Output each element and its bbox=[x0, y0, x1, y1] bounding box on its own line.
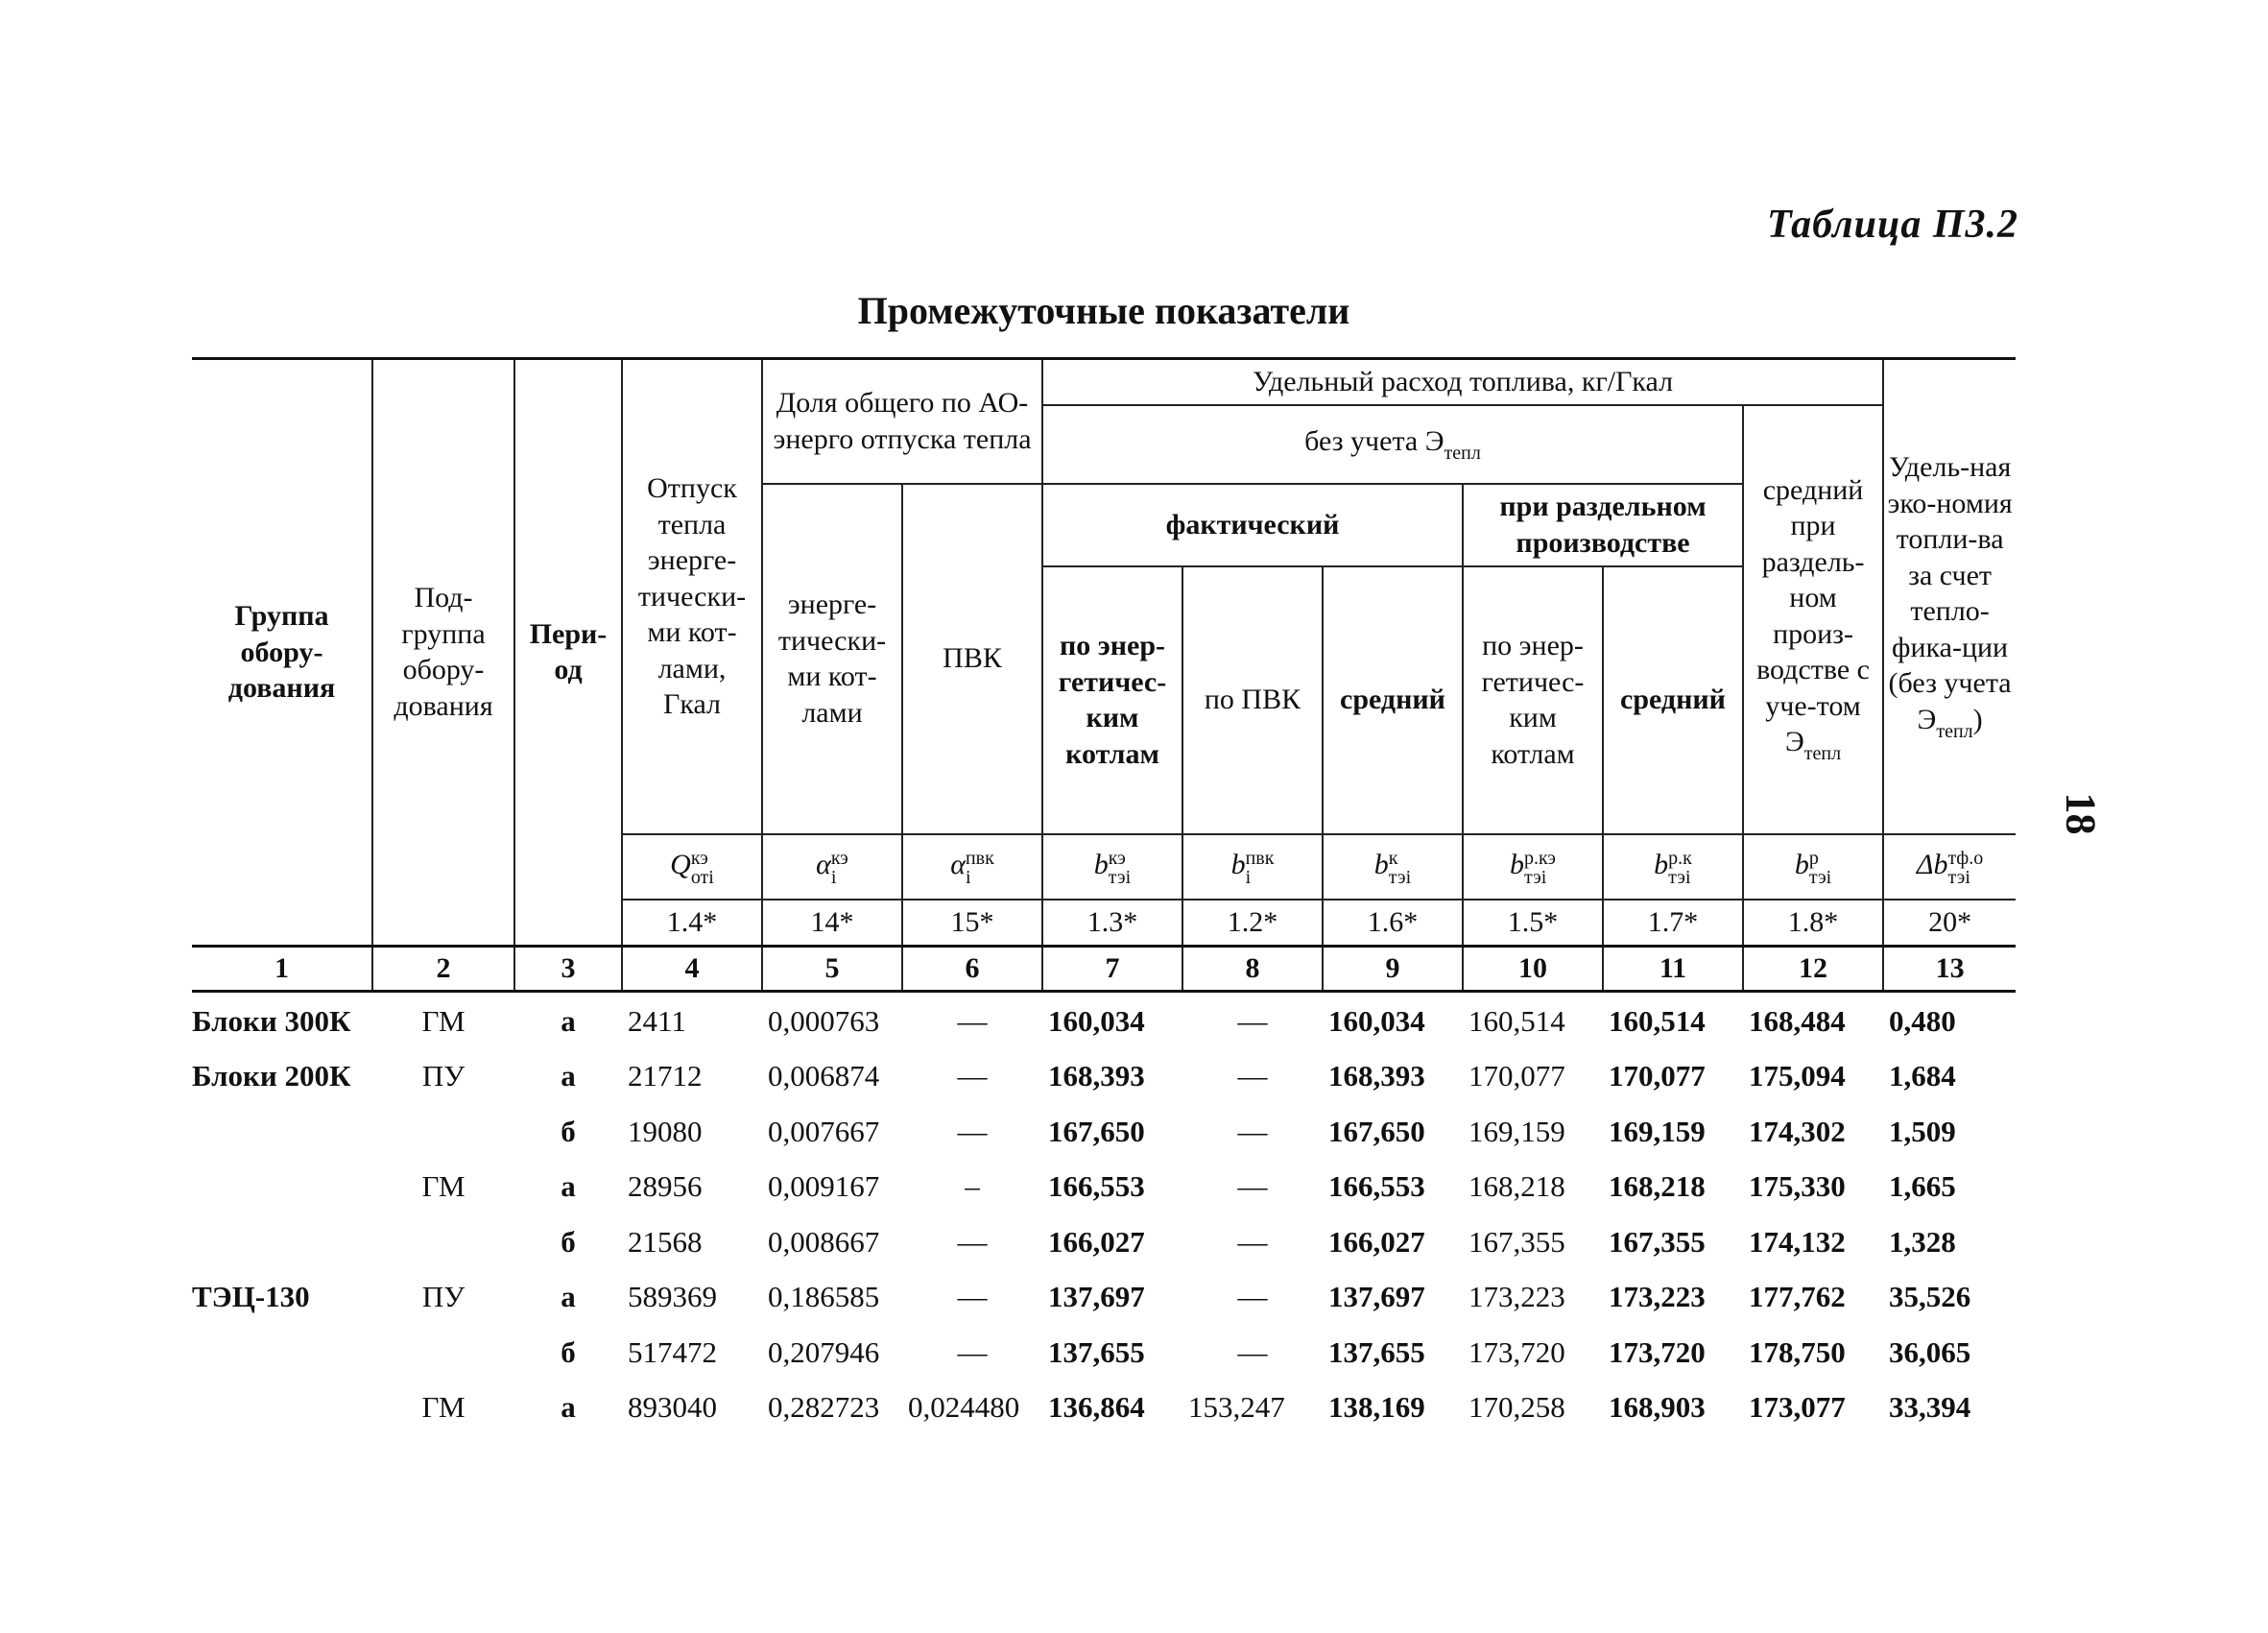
cell-share-energy: 0,007667 bbox=[768, 1114, 880, 1148]
header-separate-avg: средний bbox=[1603, 566, 1743, 834]
cell-group bbox=[192, 1325, 372, 1381]
cell-share-pvk: — bbox=[957, 1280, 988, 1314]
cell-actual-pvk: — bbox=[1237, 1334, 1268, 1369]
symbol-10: b р.кэ тэi bbox=[1463, 834, 1603, 900]
cell-separate-energy: 170,077 bbox=[1468, 1059, 1565, 1093]
cell-period: б bbox=[561, 1334, 576, 1369]
cell-actual-pvk: — bbox=[1237, 1003, 1268, 1038]
symbol-8: b пвк i bbox=[1182, 834, 1323, 900]
cell-share-pvk: — bbox=[957, 1334, 988, 1369]
cell-group bbox=[192, 1214, 372, 1270]
header-separate-group: при раздельном производстве bbox=[1463, 484, 1743, 566]
cell-period: б bbox=[561, 1114, 576, 1148]
header-group: Группа обору-дования bbox=[192, 359, 372, 947]
cell-actual-avg: 137,697 bbox=[1328, 1280, 1425, 1314]
cell-share-pvk: 0,024480 bbox=[908, 1390, 1020, 1425]
column-number: 6 bbox=[902, 946, 1042, 991]
cell-avg-separate: 175,330 bbox=[1749, 1169, 1846, 1204]
header-avg-separate bbox=[1743, 405, 1883, 834]
cell-subgroup: ГМ bbox=[421, 1169, 466, 1204]
column-number: 5 bbox=[762, 946, 902, 991]
header-actual-pvk: по ПВК bbox=[1182, 566, 1323, 834]
header-economy-suffix: ) bbox=[1972, 703, 1983, 735]
cell-avg-separate: 175,094 bbox=[1749, 1059, 1846, 1093]
header-separate-energy: по энер-гетичес-ким котлам bbox=[1463, 566, 1603, 834]
column-number: 1 bbox=[192, 946, 372, 991]
column-number-row bbox=[192, 946, 2016, 991]
header-without-prefix: без учета Э bbox=[1304, 424, 1444, 457]
cell-share-pvk: — bbox=[957, 1224, 988, 1259]
table-row bbox=[192, 1214, 2016, 1270]
cell-subgroup bbox=[372, 1214, 514, 1270]
symbol-7: b кэ тэi bbox=[1042, 834, 1182, 900]
cell-subgroup: ПУ bbox=[421, 1059, 466, 1093]
cell-heat-release: 589369 bbox=[628, 1280, 717, 1314]
column-number: 9 bbox=[1323, 946, 1463, 991]
header-without-group bbox=[1042, 405, 1743, 484]
table-label: Таблица П3.2 bbox=[1767, 203, 2018, 247]
cell-period: а bbox=[561, 1280, 576, 1314]
cell-separate-avg: 167,355 bbox=[1609, 1224, 1706, 1259]
cell-share-energy: 0,008667 bbox=[768, 1224, 880, 1259]
column-number: 4 bbox=[622, 946, 762, 991]
ref-cell: 1.8* bbox=[1743, 900, 1883, 947]
cell-avg-separate: 177,762 bbox=[1749, 1280, 1846, 1314]
symbol-5: α кэ i bbox=[762, 834, 902, 900]
cell-heat-release: 28956 bbox=[628, 1169, 703, 1204]
cell-separate-energy: 169,159 bbox=[1468, 1114, 1565, 1148]
cell-share-pvk: — bbox=[957, 1003, 988, 1038]
cell-share-energy: 0,009167 bbox=[768, 1169, 880, 1204]
ref-cell: 1.6* bbox=[1323, 900, 1463, 947]
header-share-pvk: ПВК bbox=[902, 484, 1042, 834]
cell-economy: 1,665 bbox=[1889, 1169, 1956, 1204]
cell-avg-separate: 178,750 bbox=[1749, 1334, 1846, 1369]
ref-cell: 14* bbox=[762, 900, 902, 947]
ref-cell: 1.5* bbox=[1463, 900, 1603, 947]
cell-separate-energy: 173,223 bbox=[1468, 1280, 1565, 1314]
cell-actual-energy: 166,553 bbox=[1048, 1169, 1145, 1204]
cell-separate-energy: 173,720 bbox=[1468, 1334, 1565, 1369]
cell-separate-avg: 160,514 bbox=[1609, 1003, 1706, 1038]
cell-actual-avg: 137,655 bbox=[1328, 1334, 1425, 1369]
table-row bbox=[192, 1049, 2016, 1105]
cell-separate-energy: 160,514 bbox=[1468, 1003, 1565, 1038]
cell-actual-energy: 167,650 bbox=[1048, 1114, 1145, 1148]
symbol-13: Δb тф.о тэi bbox=[1883, 834, 2016, 900]
column-number: 3 bbox=[514, 946, 622, 991]
cell-subgroup bbox=[372, 1325, 514, 1381]
header-economy-prefix: Удель-ная эко-номия топли-ва за счет тепло-фика-ции (без учета Э bbox=[1887, 451, 2013, 735]
cell-actual-pvk: — bbox=[1237, 1224, 1268, 1259]
table-row bbox=[192, 1270, 2016, 1326]
cell-subgroup: ГМ bbox=[421, 1390, 466, 1425]
cell-heat-release: 517472 bbox=[628, 1334, 717, 1369]
ref-cell: 20* bbox=[1883, 900, 2016, 947]
column-number: 12 bbox=[1743, 946, 1883, 991]
cell-economy: 36,065 bbox=[1889, 1334, 1971, 1369]
cell-period: а bbox=[561, 1390, 576, 1425]
cell-separate-avg: 170,077 bbox=[1609, 1059, 1706, 1093]
cell-group bbox=[192, 1160, 372, 1215]
cell-economy: 33,394 bbox=[1889, 1390, 1971, 1425]
ref-cell: 15* bbox=[902, 900, 1042, 947]
table-row bbox=[192, 1160, 2016, 1215]
cell-economy: 0,480 bbox=[1889, 1003, 1956, 1038]
cell-group: ТЭЦ-130 bbox=[192, 1280, 310, 1314]
column-number: 10 bbox=[1463, 946, 1603, 991]
cell-actual-energy: 166,027 bbox=[1048, 1224, 1145, 1259]
cell-share-energy: 0,282723 bbox=[768, 1390, 880, 1425]
header-economy-sub: тепл bbox=[1936, 720, 1973, 742]
symbol-6: α пвк i bbox=[902, 834, 1042, 900]
cell-avg-separate: 168,484 bbox=[1749, 1003, 1846, 1038]
column-number: 7 bbox=[1042, 946, 1182, 991]
cell-subgroup: ПУ bbox=[421, 1280, 466, 1314]
table-row bbox=[192, 1381, 2016, 1436]
header-actual-energy: по энер-гетичес-ким котлам bbox=[1042, 566, 1182, 834]
cell-actual-energy: 136,864 bbox=[1048, 1390, 1145, 1425]
symbol-12: b р тэi bbox=[1743, 834, 1883, 900]
cell-separate-avg: 168,903 bbox=[1609, 1390, 1706, 1425]
cell-actual-pvk: — bbox=[1237, 1280, 1268, 1314]
ref-cell: 1.3* bbox=[1042, 900, 1182, 947]
cell-heat-release: 21712 bbox=[628, 1059, 703, 1093]
cell-avg-separate: 174,302 bbox=[1749, 1114, 1846, 1148]
symbol-11: b р.к тэi bbox=[1603, 834, 1743, 900]
cell-share-pvk: — bbox=[957, 1114, 988, 1148]
cell-share-energy: 0,006874 bbox=[768, 1059, 880, 1093]
cell-economy: 1,684 bbox=[1889, 1059, 1956, 1093]
cell-share-energy: 0,000763 bbox=[768, 1003, 880, 1038]
cell-subgroup bbox=[372, 1104, 514, 1160]
header-without-sub: тепл bbox=[1444, 442, 1481, 464]
table-title: Промежуточные показатели bbox=[857, 289, 1350, 332]
header-avg-separate-sub: тепл bbox=[1803, 743, 1842, 765]
cell-period: а bbox=[561, 1003, 576, 1038]
cell-economy: 1,328 bbox=[1889, 1224, 1956, 1259]
symbol-9: b к тэi bbox=[1323, 834, 1463, 900]
cell-separate-avg: 173,223 bbox=[1609, 1280, 1706, 1314]
header-economy bbox=[1883, 359, 2016, 834]
cell-actual-avg: 167,650 bbox=[1328, 1114, 1425, 1148]
cell-heat-release: 21568 bbox=[628, 1224, 703, 1259]
cell-economy: 1,509 bbox=[1889, 1114, 1956, 1148]
cell-actual-energy: 168,393 bbox=[1048, 1059, 1145, 1093]
cell-heat-release: 2411 bbox=[628, 1003, 686, 1038]
cell-period: б bbox=[561, 1224, 576, 1259]
cell-share-energy: 0,207946 bbox=[768, 1334, 880, 1369]
cell-separate-avg: 173,720 bbox=[1609, 1334, 1706, 1369]
cell-period: а bbox=[561, 1169, 576, 1204]
ref-cell: 1.2* bbox=[1182, 900, 1323, 947]
cell-economy: 35,526 bbox=[1889, 1280, 1971, 1314]
data-body bbox=[192, 994, 2016, 1435]
cell-separate-avg: 168,218 bbox=[1609, 1169, 1706, 1204]
cell-group bbox=[192, 1381, 372, 1436]
cell-avg-separate: 173,077 bbox=[1749, 1390, 1846, 1425]
table-row bbox=[192, 1325, 2016, 1381]
cell-actual-pvk: — bbox=[1237, 1169, 1268, 1204]
cell-separate-energy: 168,218 bbox=[1468, 1169, 1565, 1204]
cell-group bbox=[192, 1104, 372, 1160]
cell-share-pvk: — bbox=[957, 1059, 988, 1093]
cell-group: Блоки 300К bbox=[192, 1003, 351, 1038]
header-period: Пери-од bbox=[514, 359, 622, 947]
page-number: 18 bbox=[2057, 792, 2105, 835]
data-table bbox=[192, 994, 2016, 1435]
table-row bbox=[192, 994, 2016, 1049]
cell-share-energy: 0,186585 bbox=[768, 1280, 880, 1314]
cell-separate-energy: 167,355 bbox=[1468, 1224, 1565, 1259]
symbol-4: Q кэ отi bbox=[622, 834, 762, 900]
header-avg-separate-prefix: средний при раздель-ном произ-водстве с уче-том Э bbox=[1756, 473, 1870, 758]
column-number: 11 bbox=[1603, 946, 1743, 991]
column-number: 8 bbox=[1182, 946, 1323, 991]
ref-cell: 1.7* bbox=[1603, 900, 1743, 947]
cell-actual-avg: 138,169 bbox=[1328, 1390, 1425, 1425]
column-number: 2 bbox=[372, 946, 514, 991]
header-heat-release: Отпуск тепла энерге-тически-ми кот-лами, Гкал bbox=[622, 359, 762, 834]
cell-actual-pvk: — bbox=[1237, 1114, 1268, 1148]
header-table bbox=[192, 357, 2016, 993]
cell-heat-release: 893040 bbox=[628, 1390, 717, 1425]
header-specific-group: Удельный расход топлива, кг/Гкал bbox=[1042, 359, 1883, 405]
cell-actual-energy: 137,697 bbox=[1048, 1280, 1145, 1314]
cell-actual-avg: 168,393 bbox=[1328, 1059, 1425, 1093]
header-actual-group: фактический bbox=[1042, 484, 1463, 566]
cell-share-pvk: – bbox=[965, 1169, 980, 1204]
column-number: 13 bbox=[1883, 946, 2016, 991]
header-share-energy: энерге-тически-ми кот-лами bbox=[762, 484, 902, 834]
cell-actual-pvk: 153,247 bbox=[1188, 1390, 1285, 1425]
cell-actual-energy: 160,034 bbox=[1048, 1003, 1145, 1038]
cell-avg-separate: 174,132 bbox=[1749, 1224, 1846, 1259]
cell-heat-release: 19080 bbox=[628, 1114, 703, 1148]
cell-actual-avg: 166,027 bbox=[1328, 1224, 1425, 1259]
ref-cell: 1.4* bbox=[622, 900, 762, 947]
table-row bbox=[192, 1104, 2016, 1160]
cell-group: Блоки 200К bbox=[192, 1059, 351, 1093]
cell-actual-avg: 160,034 bbox=[1328, 1003, 1425, 1038]
cell-separate-avg: 169,159 bbox=[1609, 1114, 1706, 1148]
cell-actual-avg: 166,553 bbox=[1328, 1169, 1425, 1204]
cell-actual-energy: 137,655 bbox=[1048, 1334, 1145, 1369]
header-share-group: Доля общего по АО-энерго отпуска тепла bbox=[762, 359, 1042, 484]
header-actual-avg: средний bbox=[1323, 566, 1463, 834]
header-subgroup: Под-группа обору-дования bbox=[372, 359, 514, 947]
cell-subgroup: ГМ bbox=[421, 1003, 466, 1038]
cell-period: а bbox=[561, 1059, 576, 1093]
cell-actual-pvk: — bbox=[1237, 1059, 1268, 1093]
cell-separate-energy: 170,258 bbox=[1468, 1390, 1565, 1425]
